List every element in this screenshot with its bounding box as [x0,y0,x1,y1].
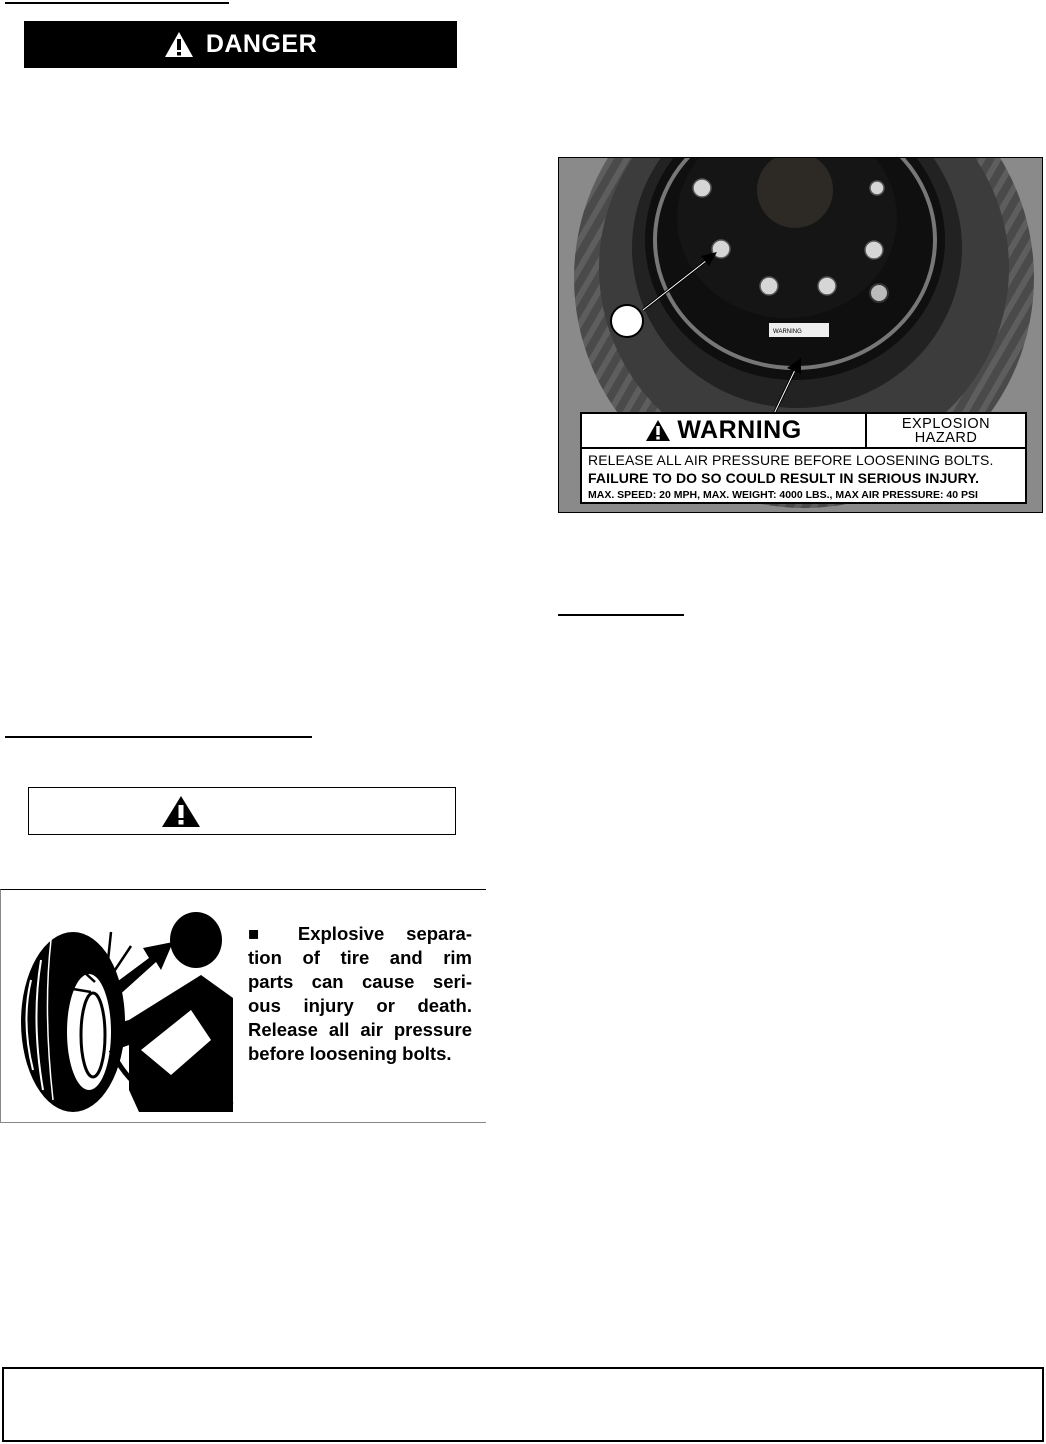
label-title: WARNING [677,416,802,444]
label-line-2: FAILURE TO DO SO COULD RESULT IN SERIOUS INJURY. [588,470,980,486]
decal-line: tion of tire and rim [248,947,472,968]
danger-title: DANGER [205,30,318,58]
danger-banner [24,21,457,68]
label-hazard-line2: HAZARD [914,430,978,446]
decal-line: parts can cause seri- [248,971,472,992]
warning-triangle-icon [164,31,194,58]
decal-line: Release all air pressure [248,1019,472,1040]
decal-line: before loosening bolts. [248,1043,452,1064]
section-heading-underline [558,614,684,616]
warning-box [28,787,456,835]
label-line-1: RELEASE ALL AIR PRESSURE BEFORE LOOSENING BOLTS. [588,452,994,468]
label-line-3: MAX. SPEED: 20 MPH, MAX. WEIGHT: 4000 LBS., MAX AIR PRESSURE: 40 PSI [588,489,978,501]
decal-warning-text [248,922,472,1066]
section-heading-underline [5,2,229,4]
footer-box [2,1367,1044,1442]
label-body [588,451,1022,503]
decal-line: ous injury or death. [248,995,472,1016]
warning-triangle-icon [645,419,671,442]
label-hazard-cell [867,414,1025,447]
label-hazard-line1: EXPLOSION [901,416,991,432]
label-warning-cell [582,414,867,447]
decal-line: ■ Explosive separa- [248,923,472,944]
section-heading-underline [5,736,312,738]
explosion-hazard-label [580,412,1027,504]
photo-sticker-text: WARNING [773,329,802,335]
warning-triangle-icon [161,795,201,828]
tire-explosion-pictogram [11,900,236,1115]
label-header [582,414,1025,449]
